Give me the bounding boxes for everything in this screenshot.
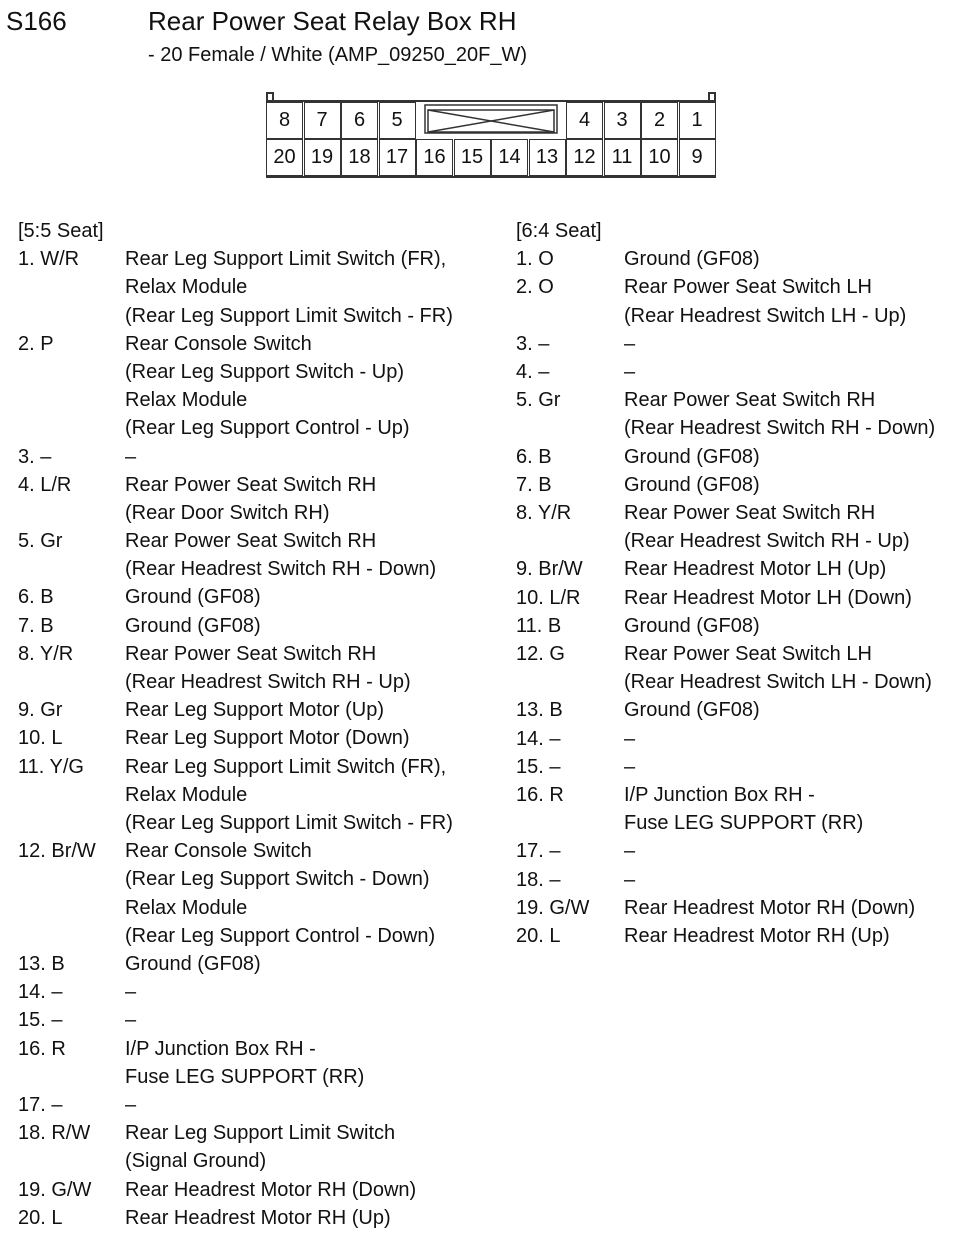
pin-row <box>18 330 498 443</box>
pin-number-color: 4. L/R <box>18 473 72 496</box>
pin-row <box>516 837 976 865</box>
pin-description <box>624 781 863 837</box>
pin-description <box>624 837 635 865</box>
pin-description-line: Ground (GF08) <box>624 248 760 271</box>
pin-description-line: (Rear Headrest Switch LH - Up) <box>624 304 907 327</box>
pin-number-color: 20. L <box>18 1206 63 1229</box>
seat-64-pin-list <box>516 217 976 950</box>
pin-description <box>125 640 411 696</box>
pin-description <box>624 584 912 612</box>
pin-number-color: 4. – <box>516 360 550 383</box>
pin-description-line: Relax Module <box>125 389 248 412</box>
pin-row <box>18 724 498 752</box>
connector-latch-right <box>708 92 716 100</box>
connector-pin: 10 <box>641 139 678 176</box>
pin-number-color: 11. B <box>516 614 562 637</box>
pin-description <box>125 443 136 471</box>
pin-description-line: (Rear Leg Support Control - Up) <box>125 417 410 440</box>
pin-description-line: – <box>624 755 636 778</box>
pin-description <box>624 471 760 499</box>
pin-description-line: Rear Headrest Motor LH (Up) <box>624 558 887 581</box>
pin-description <box>125 837 435 950</box>
pin-description-line: Rear Power Seat Switch RH <box>624 389 876 412</box>
pin-description-line: (Rear Leg Support Switch - Down) <box>125 868 430 891</box>
connector-pin: 15 <box>454 139 491 176</box>
pin-row <box>18 950 498 978</box>
pin-number-color: 10. L/R <box>516 586 581 609</box>
connector-code: S166 <box>6 6 67 36</box>
pin-number-color: 2. O <box>516 276 554 299</box>
pin-description <box>624 894 915 922</box>
pin-description-line: Ground (GF08) <box>125 614 261 637</box>
pin-description-line: Rear Power Seat Switch LH <box>624 642 872 665</box>
pin-description <box>624 725 635 753</box>
pin-description-line: Relax Module <box>125 783 248 806</box>
pin-description-line: Fuse LEG SUPPORT (RR) <box>624 812 864 835</box>
pin-number-color: 1. O <box>516 248 554 271</box>
pin-description-line: Rear Headrest Motor RH (Up) <box>125 1206 391 1229</box>
pin-row <box>516 245 976 273</box>
pin-number-color: 2. P <box>18 332 54 355</box>
pin-number-color: 15. – <box>516 755 561 778</box>
pin-description-line: Rear Leg Support Motor (Down) <box>125 727 410 750</box>
connector-pin: 13 <box>529 139 566 176</box>
pin-row <box>516 894 976 922</box>
pin-description-line: (Rear Leg Support Limit Switch - FR) <box>125 812 453 835</box>
seat-55-pin-list <box>18 217 498 1232</box>
connector-pin: 1 <box>679 102 716 139</box>
pin-description-line: Rear Leg Support Motor (Up) <box>125 699 385 722</box>
pin-description-line: Fuse LEG SUPPORT (RR) <box>125 1065 365 1088</box>
pin-description <box>624 922 890 950</box>
pin-description-line: I/P Junction Box RH - <box>125 1037 316 1060</box>
pin-description <box>125 950 261 978</box>
pin-description-line: (Rear Headrest Switch RH - Up) <box>624 530 910 553</box>
pin-row <box>516 471 976 499</box>
pin-description <box>624 640 932 696</box>
connector-pin: 5 <box>379 102 416 139</box>
pin-description <box>125 696 384 724</box>
pin-description-line: Ground (GF08) <box>624 473 760 496</box>
pin-number-color: 9. Br/W <box>516 558 583 581</box>
pin-number-color: 12. G <box>516 642 565 665</box>
pin-number-color: 18. R/W <box>18 1122 91 1145</box>
connector-pin: 3 <box>604 102 641 139</box>
pin-description <box>125 753 453 838</box>
pin-description-line: (Signal Ground) <box>125 1150 267 1173</box>
pin-number-color: 16. R <box>18 1037 66 1060</box>
connector-pin: 20 <box>266 139 303 176</box>
pin-number-color: 14. – <box>516 727 561 750</box>
pin-description-line: (Rear Headrest Switch LH - Down) <box>624 671 932 694</box>
pin-description-line: Rear Headrest Motor RH (Up) <box>624 924 890 947</box>
pin-description <box>624 358 635 386</box>
pin-row <box>18 640 498 696</box>
pin-description <box>125 527 436 583</box>
pin-description <box>125 1035 364 1091</box>
pin-row <box>516 330 976 358</box>
pin-number-color: 6. B <box>18 586 54 609</box>
pin-number-color: 11. Y/G <box>18 755 84 778</box>
pin-number-color: 7. B <box>516 473 552 496</box>
page-title: Rear Power Seat Relay Box RH <box>148 6 517 36</box>
pin-number-color: 3. – <box>516 332 550 355</box>
pin-number-color: 15. – <box>18 1009 63 1032</box>
pin-row <box>18 696 498 724</box>
pin-row <box>516 386 976 442</box>
pin-number-color: 8. Y/R <box>516 501 572 524</box>
connector-pin: 7 <box>304 102 341 139</box>
connector-pin: 12 <box>566 139 603 176</box>
pin-row <box>18 245 498 330</box>
pin-row <box>516 753 976 781</box>
pin-row <box>516 443 976 471</box>
pin-description-line: Rear Headrest Motor RH (Down) <box>624 896 916 919</box>
pin-row <box>18 837 498 950</box>
pin-row <box>516 696 976 724</box>
pin-number-color: 19. G/W <box>516 896 590 919</box>
pin-row <box>516 612 976 640</box>
pin-number-color: 5. Gr <box>18 530 63 553</box>
pin-description <box>125 1091 136 1119</box>
pin-description <box>125 245 453 330</box>
pin-description <box>125 471 376 527</box>
pin-description-line: Rear Power Seat Switch RH <box>125 473 377 496</box>
pin-row <box>18 1035 498 1091</box>
pin-description <box>125 612 261 640</box>
connector-key-cavity <box>424 104 558 134</box>
pin-row <box>18 1204 498 1232</box>
pin-description-line: – <box>624 868 636 891</box>
pin-number-color: 8. Y/R <box>18 642 74 665</box>
pin-description <box>125 1176 416 1204</box>
pin-row <box>18 978 498 1006</box>
pin-description <box>624 443 760 471</box>
pin-row <box>18 1176 498 1204</box>
pin-number-color: 18. – <box>516 868 561 891</box>
pin-number-color: 17. – <box>516 840 561 863</box>
pin-description-line: Ground (GF08) <box>125 586 261 609</box>
pin-description-line: Rear Headrest Motor RH (Down) <box>125 1178 417 1201</box>
pin-description <box>624 386 935 442</box>
pin-description <box>125 978 136 1006</box>
pin-description-line: Rear Leg Support Limit Switch (FR), <box>125 755 447 778</box>
pin-row <box>516 640 976 696</box>
connector-pin: 4 <box>566 102 603 139</box>
pin-description-line: (Rear Leg Support Control - Down) <box>125 924 436 947</box>
connector-pin: 2 <box>641 102 678 139</box>
pin-number-color: 10. L <box>18 727 63 750</box>
pin-row <box>516 584 976 612</box>
pin-description-line: Rear Leg Support Limit Switch <box>125 1122 396 1145</box>
pin-description-line: (Rear Leg Support Limit Switch - FR) <box>125 304 453 327</box>
connector-pin: 19 <box>304 139 341 176</box>
pin-number-color: 12. Br/W <box>18 840 96 863</box>
connector-pin: 11 <box>604 139 641 176</box>
pin-number-color: 13. B <box>18 952 65 975</box>
connector-spec: - 20 Female / White (AMP_09250_20F_W) <box>148 44 528 66</box>
pin-description-line: – <box>125 981 137 1004</box>
pin-row <box>18 1119 498 1175</box>
pin-description <box>624 330 635 358</box>
pin-row <box>18 443 498 471</box>
pin-description <box>125 1119 395 1175</box>
pin-description-line: Rear Leg Support Limit Switch (FR), <box>125 248 447 271</box>
pin-description-line: – <box>624 332 636 355</box>
pin-description-line: (Rear Headrest Switch RH - Up) <box>125 671 411 694</box>
pin-description-line: – <box>125 1093 137 1116</box>
pin-description-line: Rear Power Seat Switch LH <box>624 276 872 299</box>
pin-number-color: 16. R <box>516 783 564 806</box>
pin-description-line: – <box>624 727 636 750</box>
pin-row <box>516 358 976 386</box>
pin-description-line: Ground (GF08) <box>624 614 760 637</box>
pin-row <box>18 612 498 640</box>
connector-pin: 17 <box>379 139 416 176</box>
connector-pin: 8 <box>266 102 303 139</box>
pin-row <box>516 273 976 329</box>
pin-description <box>624 612 760 640</box>
connector-pin: 14 <box>491 139 528 176</box>
pin-number-color: 6. B <box>516 445 552 468</box>
seat-64-heading: [6:4 Seat] <box>516 220 602 242</box>
pin-description <box>624 696 760 724</box>
pin-description <box>624 273 906 329</box>
pin-description-line: (Rear Headrest Switch RH - Down) <box>624 417 936 440</box>
pin-description-line: Rear Console Switch <box>125 332 312 355</box>
pin-number-color: 5. Gr <box>516 389 561 412</box>
pin-number-color: 20. L <box>516 924 561 947</box>
pin-row <box>18 527 498 583</box>
pin-description <box>624 245 760 273</box>
pin-description <box>125 1204 391 1232</box>
pin-number-color: 7. B <box>18 614 54 637</box>
pin-row <box>516 555 976 583</box>
pin-row <box>18 1091 498 1119</box>
pin-description <box>125 583 261 611</box>
pin-description <box>125 1006 136 1034</box>
connector-pin: 9 <box>679 139 716 176</box>
pin-number-color: 17. – <box>18 1093 63 1116</box>
pin-description-line: Relax Module <box>125 276 248 299</box>
pin-description <box>624 866 635 894</box>
pin-description-line: (Rear Leg Support Switch - Up) <box>125 360 405 383</box>
pin-row <box>18 1006 498 1034</box>
pin-row <box>516 725 976 753</box>
pin-number-color: 13. B <box>516 699 563 722</box>
seat-55-heading: [5:5 Seat] <box>18 220 104 242</box>
pin-row <box>516 781 976 837</box>
pin-number-color: 14. – <box>18 981 63 1004</box>
pin-description-line: I/P Junction Box RH - <box>624 783 815 806</box>
pin-description-line: Ground (GF08) <box>125 952 261 975</box>
connector-diagram <box>266 92 718 180</box>
pin-description <box>125 330 410 443</box>
pin-description <box>125 724 410 752</box>
pin-row <box>516 499 976 555</box>
pin-description-line: Rear Console Switch <box>125 840 312 863</box>
pin-row <box>516 866 976 894</box>
pin-description-line: (Rear Door Switch RH) <box>125 501 330 524</box>
pin-number-color: 3. – <box>18 445 52 468</box>
pin-description-line: – <box>624 840 636 863</box>
pin-description-line: Ground (GF08) <box>624 699 760 722</box>
pin-description-line: (Rear Headrest Switch RH - Down) <box>125 558 437 581</box>
connector-pin: 16 <box>416 139 453 176</box>
connector-pin: 6 <box>341 102 378 139</box>
pin-description-line: Rear Power Seat Switch RH <box>624 501 876 524</box>
pin-description-line: Rear Power Seat Switch RH <box>125 530 377 553</box>
pin-row <box>18 753 498 838</box>
pin-description-line: Ground (GF08) <box>624 445 760 468</box>
pin-description-line: – <box>125 445 137 468</box>
pin-number-color: 1. W/R <box>18 248 80 271</box>
pin-row <box>18 471 498 527</box>
pin-description <box>624 753 635 781</box>
pin-description-line: – <box>624 360 636 383</box>
pin-description <box>624 499 910 555</box>
pin-number-color: 19. G/W <box>18 1178 92 1201</box>
pin-description-line: – <box>125 1009 137 1032</box>
pin-row <box>516 922 976 950</box>
pin-description-line: Rear Headrest Motor LH (Down) <box>624 586 912 609</box>
connector-latch-left <box>266 92 274 100</box>
pin-row <box>18 583 498 611</box>
connector-pin: 18 <box>341 139 378 176</box>
pin-description-line: Relax Module <box>125 896 248 919</box>
pin-description-line: Rear Power Seat Switch RH <box>125 642 377 665</box>
pin-number-color: 9. Gr <box>18 699 63 722</box>
pin-description <box>624 555 886 583</box>
